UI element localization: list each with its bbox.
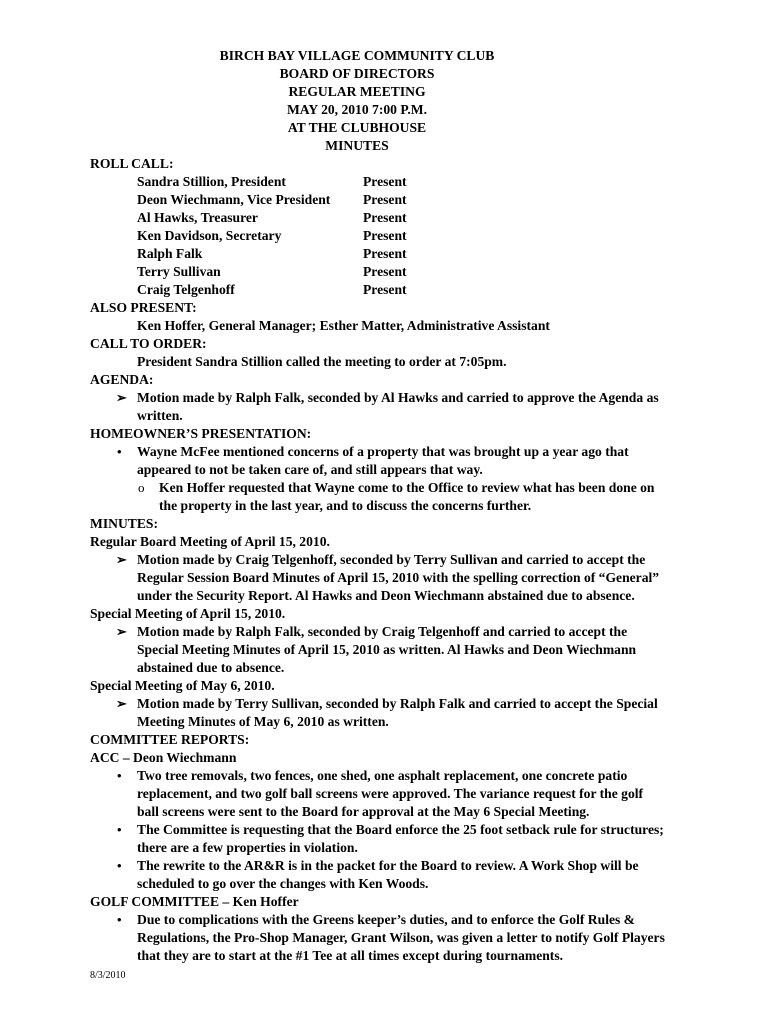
golf-bullet-line: Regulations, the Pro-Shop Manager, Grant Wilson, was given a letter to notify Golf Players — [137, 930, 665, 945]
member-name: Deon Wiechmann, Vice President — [137, 192, 331, 207]
special-meeting-title: Special Meeting of April 15, 2010. — [90, 606, 286, 621]
circle-bullet-icon: o — [138, 480, 145, 495]
member-name: Sandra Stillion, President — [137, 174, 286, 189]
member-status: Present — [363, 228, 407, 243]
arrow-bullet-icon: ➢ — [116, 552, 127, 567]
special-meeting-title: Special Meeting of May 6, 2010. — [90, 678, 275, 693]
regular-motion-line: Regular Session Board Minutes of April 15, 2010 with the spelling correction of “General” — [137, 570, 660, 585]
member-name: Ralph Falk — [137, 246, 203, 261]
homeowners-heading: HOMEOWNER’S PRESENTATION: — [90, 426, 312, 441]
agenda-heading: AGENDA: — [90, 372, 154, 387]
bullet-icon: • — [117, 444, 122, 459]
special-motion-line: Special Meeting Minutes of April 15, 2010 as written. Al Hawks and Deon Wiechmann — [137, 642, 637, 657]
acc-bullet-line: Two tree removals, two fences, one shed, one asphalt replacement, one concrete patio — [137, 768, 628, 783]
also-present-heading: ALSO PRESENT: — [90, 300, 197, 315]
bullet-icon: • — [117, 912, 122, 927]
golf-bullet-line: Due to complications with the Greens keeper’s duties, and to enforce the Golf Rules & — [137, 912, 636, 927]
special-motion-line: abstained due to absence. — [137, 660, 285, 675]
meeting-date: MAY 20, 2010 7:00 P.M. — [286, 102, 428, 117]
regular-motion-line: Motion made by Craig Telgenhoff, seconded by Terry Sullivan and carried to accept the — [137, 552, 646, 567]
board-title: BOARD OF DIRECTORS — [279, 66, 435, 81]
acc-title: ACC – Deon Wiechmann — [90, 750, 237, 765]
member-status: Present — [363, 210, 407, 225]
call-to-order-text: President Sandra Stillion called the meeting to order at 7:05pm. — [137, 354, 507, 369]
special-motion-line: Meeting Minutes of May 6, 2010 as written. — [137, 714, 389, 729]
regular-motion-line: under the Security Report. Al Hawks and Deon Wiechmann abstained due to absence. — [137, 588, 635, 603]
special-motion-line: Motion made by Terry Sullivan, seconded by Ralph Falk and carried to accept the Special — [137, 696, 658, 711]
member-status: Present — [363, 174, 407, 189]
bullet-icon: • — [117, 822, 122, 837]
acc-bullet-line: The Committee is requesting that the Board enforce the 25 foot setback rule for structures; — [137, 822, 664, 837]
minutes-heading: MINUTES: — [90, 516, 158, 531]
golf-bullet-line: that they are to start at the #1 Tee at all times except during tournaments. — [137, 948, 564, 963]
meeting-location: AT THE CLUBHOUSE — [287, 120, 427, 135]
member-status: Present — [363, 192, 407, 207]
member-name: Terry Sullivan — [137, 264, 221, 279]
committee-reports-heading: COMMITTEE REPORTS: — [90, 732, 250, 747]
member-status: Present — [363, 282, 407, 297]
call-to-order-heading: CALL TO ORDER: — [90, 336, 207, 351]
agenda-motion-line: written. — [137, 408, 183, 423]
club-title: BIRCH BAY VILLAGE COMMUNITY CLUB — [219, 48, 495, 63]
footer-date: 8/3/2010 — [90, 970, 126, 981]
acc-bullet-line: The rewrite to the AR&R is in the packet for the Board to review. A Work Shop will be — [137, 858, 639, 873]
roll-call-heading: ROLL CALL: — [90, 156, 174, 171]
golf-committee-title: GOLF COMMITTEE – Ken Hoffer — [90, 894, 299, 909]
acc-bullet-line: there are a few properties in violation. — [137, 840, 358, 855]
regular-meeting-title: Regular Board Meeting of April 15, 2010. — [90, 534, 330, 549]
special-motion-line: Motion made by Ralph Falk, seconded by Craig Telgenhoff and carried to accept the — [137, 624, 628, 639]
document-title: MINUTES — [325, 138, 389, 153]
arrow-bullet-icon: ➢ — [116, 624, 127, 639]
member-status: Present — [363, 246, 407, 261]
member-status: Present — [363, 264, 407, 279]
homeowners-sub-line: the property in the last year, and to discuss the concerns further. — [159, 498, 532, 513]
homeowners-sub-line: Ken Hoffer requested that Wayne come to the Office to review what has been done on — [159, 480, 655, 495]
meeting-type: REGULAR MEETING — [288, 84, 426, 99]
arrow-bullet-icon: ➢ — [116, 696, 127, 711]
member-name: Ken Davidson, Secretary — [137, 228, 282, 243]
member-name: Craig Telgenhoff — [137, 282, 235, 297]
bullet-icon: • — [117, 768, 122, 783]
acc-bullet-line: replacement, and two golf ball screens were approved. The variance request for the golf — [137, 786, 644, 801]
arrow-bullet-icon: ➢ — [116, 390, 127, 405]
member-name: Al Hawks, Treasurer — [137, 210, 258, 225]
agenda-motion-line: Motion made by Ralph Falk, seconded by Al Hawks and carried to approve the Agenda as — [137, 390, 659, 405]
also-present-text: Ken Hoffer, General Manager; Esther Matter, Administrative Assistant — [137, 318, 550, 333]
acc-bullet-line: scheduled to go over the changes with Ken Woods. — [137, 876, 429, 891]
homeowners-bullet-line: Wayne McFee mentioned concerns of a property that was brought up a year ago that — [137, 444, 629, 459]
acc-bullet-line: ball screens were sent to the Board for approval at the May 6 Special Meeting. — [137, 804, 590, 819]
homeowners-bullet-line: appeared to not be taken care of, and still appears that way. — [137, 462, 483, 477]
bullet-icon: • — [117, 858, 122, 873]
